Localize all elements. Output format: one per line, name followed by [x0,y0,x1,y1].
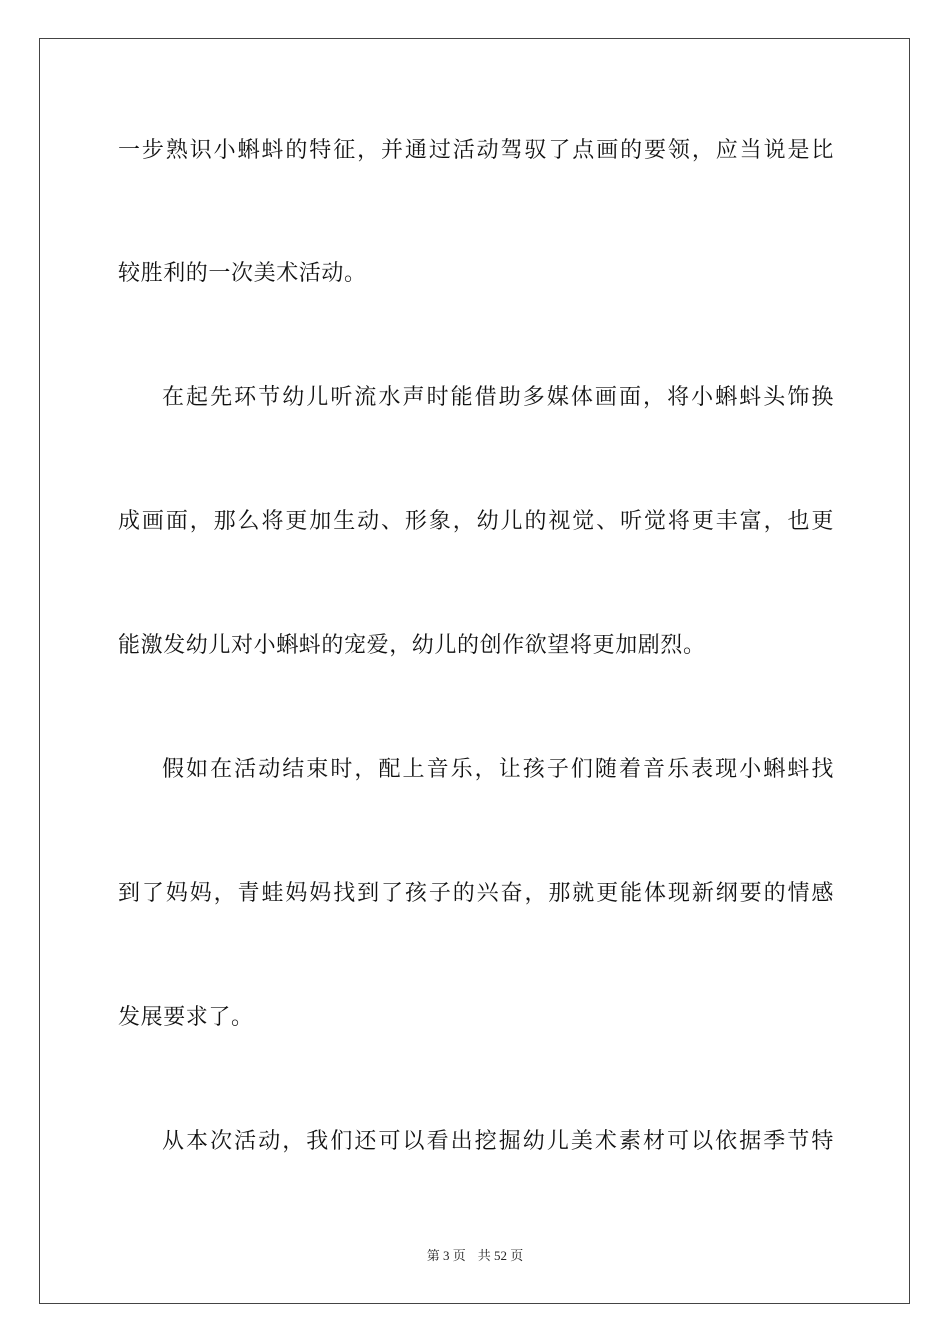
body-line-9: 从本次活动，我们还可以看出挖掘幼儿美术素材可以依据季节特 [162,1129,834,1154]
body-line-7: 到了妈妈，青蛙妈妈找到了孩子的兴奋，那就更能体现新纲要的情感 [118,881,834,906]
page-footer [0,1247,950,1265]
body-line-6: 假如在活动结束时，配上音乐，让孩子们随着音乐表现小蝌蚪找 [162,757,834,782]
body-line-2: 较胜利的一次美术活动。 [118,261,367,286]
body-line-5: 能激发幼儿对小蝌蚪的宠爱，幼儿的创作欲望将更加剧烈。 [118,633,706,658]
body-line-8: 发展要求了。 [118,1005,254,1030]
body-line-4: 成画面，那么将更加生动、形象，幼儿的视觉、听觉将更丰富，也更 [118,509,834,534]
page-border [39,38,910,1304]
body-line-1: 一步熟识小蝌蚪的特征，并通过活动驾驭了点画的要领，应当说是比 [118,138,834,163]
body-line-3: 在起先环节幼儿听流水声时能借助多媒体画面，将小蝌蚪头饰换 [162,385,834,410]
page-total: 共 52 页 [477,1248,524,1263]
page-number: 第 3 页 [426,1248,466,1263]
